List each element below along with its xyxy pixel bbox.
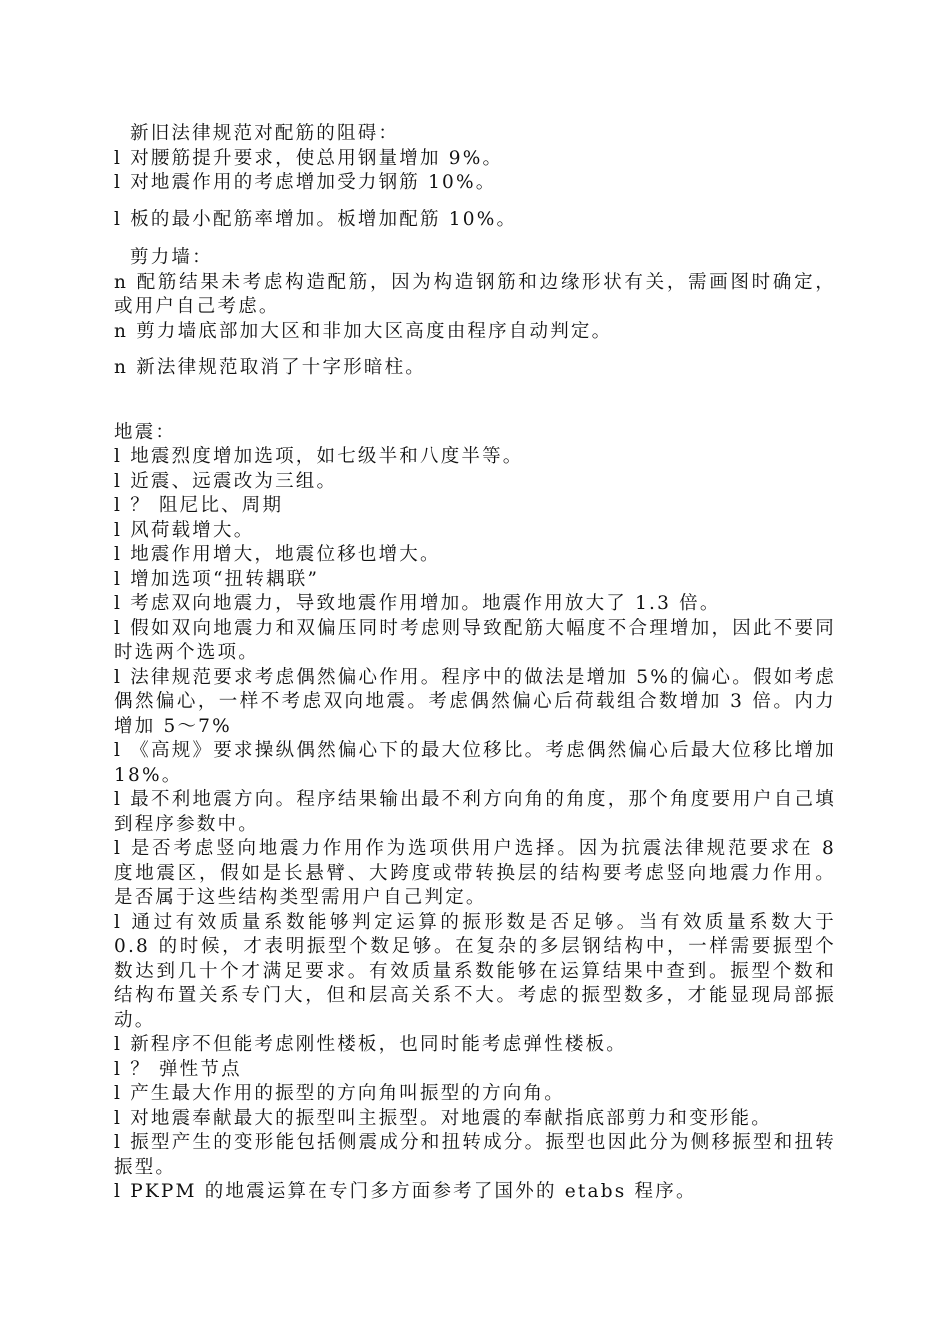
list-item: l 考虑双向地震力，导致地震作用增加。地震作用放大了 1.3 倍。 xyxy=(114,593,721,614)
shearwall-heading: 剪力墙： xyxy=(130,247,213,268)
list-item: l 振型产生的变形能包括侧震成分和扭转成分。振型也因此分为侧移振型和扭转振型。 xyxy=(114,1132,836,1178)
list-item: l ？ 弹性节点 xyxy=(114,1058,242,1080)
list-item: l 对地震奉献最大的振型叫主振型。对地震的奉献指底部剪力和变形能。 xyxy=(114,1107,772,1129)
list-item: l 最不利地震方向。程序结果输出最不利方向角的角度，那个角度要用户自己填到程序参数中。 xyxy=(114,789,836,835)
list-item: l 新程序不但能考虑刚性楼板，也同时能考虑弹性楼板。 xyxy=(114,1034,627,1055)
list-item: l 地震作用增大，地震位移也增大。 xyxy=(114,544,441,565)
list-item: l 对腰筋提升要求，使总用钢量增加 9%。 xyxy=(114,147,504,169)
document-page xyxy=(114,122,836,1205)
rebar-heading: 新旧法律规范对配筋的阻碍： xyxy=(130,123,400,144)
seismic-heading: 地震： xyxy=(114,421,177,443)
list-item: l 是否考虑竖向地震力作用作为选项供用户选择。因为抗震法律规范要求在 8 度地震区，假如是长悬臂、大跨度或带转换层的结构要考虑竖向地震力作用。是否属于这些结构类型需用户自己判定。 xyxy=(114,838,836,908)
list-item: l PKPM 的地震运算在专门多方面参考了国外的 etabs 程序。 xyxy=(114,1181,697,1202)
list-item: l 风荷载增大。 xyxy=(114,519,255,541)
list-item: l 通过有效质量系数能够判定运算的振形数是否足够。当有效质量系数大于 0.8 的时候，才表明振型个数足够。在复杂的多层钢结构中，一样需要振型个数达到几十个才满足要求。有效质量系数能够在运算结果中查到。振型个数和结构布置关系专门大，但和层高关系不大。考虑的振型数多，才能显现局部振动。 xyxy=(114,911,836,1031)
list-item: l 增加选项“扭转耦联” xyxy=(114,568,320,590)
list-item: l 近震、远震改为三组。 xyxy=(114,470,338,492)
list-item: n 新法律规范取消了十字形暗柱。 xyxy=(114,357,426,378)
list-item: l 法律规范要求考虑偶然偏心作用。程序中的做法是增加 5%的偏心。假如考虑偶然偏心，一样不考虑双向地震。考虑偶然偏心后荷载组合数增加 3 倍。内力增加 5～7% xyxy=(114,666,836,737)
list-item: l 《高规》要求操纵偶然偏心下的最大位移比。考虑偶然偏心后最大位移比增加 18%。 xyxy=(114,740,836,786)
list-item: l 地震烈度增加选项，如七级半和八度半等。 xyxy=(114,446,524,467)
list-item: l 产生最大作用的振型的方向角叫振型的方向角。 xyxy=(114,1083,565,1104)
list-item: l 假如双向地震力和双偏压同时考虑则导致配筋大幅度不合理增加，因此不要同时选两个选项。 xyxy=(114,617,836,663)
list-item: l 对地震作用的考虑增加受力钢筋 10%。 xyxy=(114,172,497,193)
list-item: n 剪力墙底部加大区和非加大区高度由程序自动判定。 xyxy=(114,320,613,342)
list-item: l 板的最小配筋率增加。板增加配筋 10%。 xyxy=(114,208,518,230)
list-item: l ？ 阻尼比、周期 xyxy=(114,495,284,516)
list-item: n 配筋结果未考虑构造配筋，因为构造钢筋和边缘形状有关，需画图时确定，或用户自己考虑。 xyxy=(114,271,836,317)
